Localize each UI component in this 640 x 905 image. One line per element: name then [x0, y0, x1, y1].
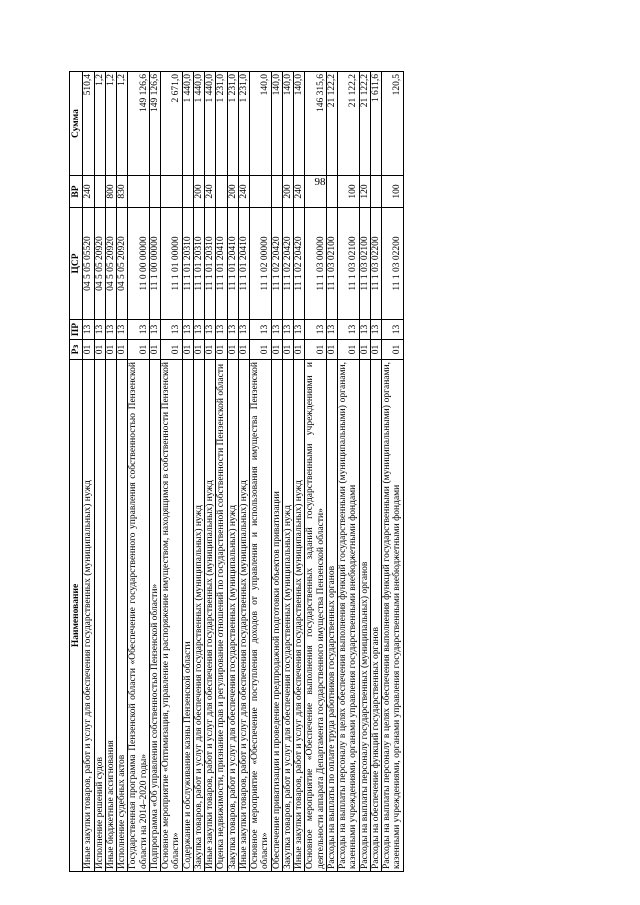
cell-rz: 01 — [161, 340, 183, 360]
cell-csr: 11 1 03 02200 — [382, 208, 404, 320]
cell-csr: 11 1 02 20420 — [271, 208, 282, 320]
cell-vr: 240 — [205, 176, 216, 208]
cell-csr: 11 1 01 20410 — [227, 208, 238, 320]
cell-pr: 13 — [227, 320, 238, 340]
cell-vr — [326, 176, 337, 208]
cell-vr: 120 — [359, 176, 370, 208]
cell-sum: 2 671,0 — [161, 72, 183, 176]
cell-sum: 1,2 — [105, 72, 116, 176]
cell-csr: 11 1 00 00000 — [149, 208, 160, 320]
cell-rz: 01 — [238, 340, 249, 360]
cell-pr: 13 — [182, 320, 193, 340]
cell-sum: 1 440,0 — [193, 72, 204, 176]
table-row — [149, 72, 160, 872]
cell-name: Расходы на выплаты персоналу в целях обеспечения выполнения функций государственными (муниципальными) органами, казенными учреждениями, органами управления государственными внебюджетными фондами — [382, 360, 404, 872]
cell-sum: 1,2 — [94, 72, 105, 176]
cell-sum: 140,0 — [271, 72, 282, 176]
cell-name: Закупка товаров, работ и услуг для обеспечения государственных (муниципальных) нужд — [282, 360, 293, 872]
cell-vr — [305, 176, 327, 208]
cell-name: Закупка товаров, работ и услуг для обеспечения государственных (муниципальных) нужд — [193, 360, 204, 872]
cell-name: Подпрограмма «Об управлении собственностью Пензенской области» — [149, 360, 160, 872]
cell-rz: 01 — [227, 340, 238, 360]
cell-pr: 13 — [271, 320, 282, 340]
cell-pr: 13 — [105, 320, 116, 340]
cell-sum: 140,0 — [294, 72, 305, 176]
cell-pr: 13 — [83, 320, 94, 340]
cell-vr: 800 — [105, 176, 116, 208]
cell-rz: 01 — [149, 340, 160, 360]
cell-name: Расходы на выплаты персоналу государственных (муниципальных) органов — [359, 360, 370, 872]
cell-name: Иные закупки товаров, работ и услуг для обеспечения государственных (муниципальных) нужд — [205, 360, 216, 872]
cell-rz: 01 — [205, 340, 216, 360]
cell-csr: 11 1 03 02100 — [338, 208, 360, 320]
cell-rz: 01 — [305, 340, 327, 360]
cell-vr: 200 — [282, 176, 293, 208]
cell-csr: 04 5 05 20920 — [117, 208, 128, 320]
cell-rz: 01 — [250, 340, 272, 360]
table-row — [227, 72, 238, 872]
table-row — [305, 72, 327, 872]
cell-sum: 21 122,2 — [359, 72, 370, 176]
cell-sum: 140,0 — [250, 72, 272, 176]
cell-vr: 830 — [117, 176, 128, 208]
cell-vr: 100 — [382, 176, 404, 208]
cell-sum: 1,2 — [117, 72, 128, 176]
cell-csr: 11 1 01 20310 — [193, 208, 204, 320]
cell-sum: 21 122,2 — [326, 72, 337, 176]
table-row — [161, 72, 183, 872]
cell-pr: 13 — [370, 320, 381, 340]
table-row — [83, 72, 94, 872]
table-row — [282, 72, 293, 872]
cell-pr: 13 — [338, 320, 360, 340]
budget-table — [69, 71, 404, 872]
cell-pr: 13 — [382, 320, 404, 340]
cell-name: Иные бюджетные ассигнования — [105, 360, 116, 872]
cell-vr: 200 — [227, 176, 238, 208]
cell-vr — [182, 176, 193, 208]
table-body — [83, 72, 403, 872]
cell-pr: 13 — [149, 320, 160, 340]
cell-rz: 01 — [338, 340, 360, 360]
cell-rz: 01 — [128, 340, 150, 360]
cell-pr: 13 — [161, 320, 183, 340]
table-row — [94, 72, 105, 872]
cell-vr: 240 — [83, 176, 94, 208]
cell-name: Иные закупки товаров, работ и услуг для обеспечения государственных (муниципальных) нужд — [238, 360, 249, 872]
cell-name: Закупка товаров, работ и услуг для обеспечения государственных (муниципальных) нужд — [227, 360, 238, 872]
table-row — [326, 72, 337, 872]
cell-pr: 13 — [305, 320, 327, 340]
cell-vr: 200 — [193, 176, 204, 208]
cell-rz: 01 — [83, 340, 94, 360]
cell-rz: 01 — [182, 340, 193, 360]
table-row — [182, 72, 193, 872]
cell-pr: 13 — [117, 320, 128, 340]
cell-vr — [94, 176, 105, 208]
cell-csr: 11 1 01 20410 — [238, 208, 249, 320]
cell-sum: 1 231,0 — [227, 72, 238, 176]
cell-vr — [216, 176, 227, 208]
cell-rz: 01 — [117, 340, 128, 360]
cell-csr: 11 1 01 00000 — [161, 208, 183, 320]
page-number: 98 — [314, 176, 326, 188]
cell-pr: 13 — [94, 320, 105, 340]
cell-name: Содержание и обслуживание казны Пензенской области — [182, 360, 193, 872]
table-row — [338, 72, 360, 872]
cell-csr: 04 5 05 05520 — [83, 208, 94, 320]
cell-name: Расходы на обеспечение функций государственных органов — [370, 360, 381, 872]
cell-sum: 149 126,6 — [128, 72, 150, 176]
cell-csr: 11 1 01 20310 — [205, 208, 216, 320]
cell-rz: 01 — [370, 340, 381, 360]
cell-pr: 13 — [359, 320, 370, 340]
cell-name: Основное мероприятие «Обеспечение поступления доходов от управления и использования имущества Пензенской области» — [250, 360, 272, 872]
cell-pr: 13 — [128, 320, 150, 340]
cell-sum: 149 126,6 — [149, 72, 160, 176]
cell-name: Исполнение судебных актов — [117, 360, 128, 872]
cell-sum: 140,0 — [282, 72, 293, 176]
cell-pr: 13 — [205, 320, 216, 340]
table-row — [250, 72, 272, 872]
cell-pr: 13 — [326, 320, 337, 340]
table-container — [69, 72, 565, 872]
table-row — [193, 72, 204, 872]
cell-sum: 1 231,0 — [238, 72, 249, 176]
cell-pr: 13 — [294, 320, 305, 340]
cell-sum: 21 122,2 — [338, 72, 360, 176]
header-rz: Рз — [70, 340, 83, 360]
cell-sum: 120,5 — [382, 72, 404, 176]
table-row — [238, 72, 249, 872]
cell-name: Расходы на выплаты по оплате труда работников государственных органов — [326, 360, 337, 872]
cell-name: Исполнение решений судов — [94, 360, 105, 872]
cell-csr: 04 5 05 20920 — [94, 208, 105, 320]
cell-csr: 11 1 03 02200 — [370, 208, 381, 320]
cell-rz: 01 — [326, 340, 337, 360]
header-pr: ПР — [70, 320, 83, 340]
cell-csr: 04 5 05 20920 — [105, 208, 116, 320]
table-row — [294, 72, 305, 872]
cell-vr — [149, 176, 160, 208]
table-row — [216, 72, 227, 872]
cell-csr: 11 1 03 02100 — [359, 208, 370, 320]
cell-vr: 240 — [294, 176, 305, 208]
cell-name: Обеспечение приватизации и проведение предпродажной подготовки объектов приватизации — [271, 360, 282, 872]
table-row — [370, 72, 381, 872]
cell-name: Оценка недвижимости, признание прав и регулирование отношений по государственной собственности Пензенской области — [216, 360, 227, 872]
cell-name: Основное мероприятие «Обеспечение выполнения государственных заданий государственными учреждениями и деятельности аппарата Департамента государственного имущества Пензенской области» — [305, 360, 327, 872]
cell-name: Расходы на выплаты персоналу в целях обеспечения выполнения функций государственными (муниципальными) органами, казенными учреждениями, органами управления государственными внебюджетными фондами — [338, 360, 360, 872]
cell-rz: 01 — [105, 340, 116, 360]
cell-csr: 11 1 03 00000 — [305, 208, 327, 320]
cell-name: Иные закупки товаров, работ и услуг для обеспечения государственных (муниципальных) нужд — [83, 360, 94, 872]
cell-csr: 11 1 01 20410 — [216, 208, 227, 320]
cell-csr: 11 1 02 20420 — [282, 208, 293, 320]
cell-sum: 1 440,0 — [182, 72, 193, 176]
cell-pr: 13 — [250, 320, 272, 340]
cell-rz: 01 — [271, 340, 282, 360]
cell-pr: 13 — [216, 320, 227, 340]
cell-sum: 1 440,0 — [205, 72, 216, 176]
cell-sum: 146 315,6 — [305, 72, 327, 176]
cell-rz: 01 — [382, 340, 404, 360]
cell-csr: 11 0 00 00000 — [128, 208, 150, 320]
cell-pr: 13 — [238, 320, 249, 340]
cell-sum: 1 611,6 — [370, 72, 381, 176]
cell-csr: 11 1 02 00000 — [250, 208, 272, 320]
cell-vr — [271, 176, 282, 208]
cell-vr — [250, 176, 272, 208]
cell-vr: 100 — [338, 176, 360, 208]
cell-csr: 11 1 01 20310 — [182, 208, 193, 320]
table-row — [128, 72, 150, 872]
cell-sum: 510,4 — [83, 72, 94, 176]
cell-rz: 01 — [294, 340, 305, 360]
cell-rz: 01 — [359, 340, 370, 360]
cell-csr: 11 1 02 20420 — [294, 208, 305, 320]
cell-pr: 13 — [282, 320, 293, 340]
cell-sum: 1 231,0 — [216, 72, 227, 176]
cell-name: Основное мероприятие «Оптимизация, управление и распоряжение имуществом, находящимся в собственности Пензенской области» — [161, 360, 183, 872]
table-row — [359, 72, 370, 872]
cell-vr — [128, 176, 150, 208]
header-csr: ЦСР — [70, 208, 83, 320]
cell-rz: 01 — [282, 340, 293, 360]
table-row — [205, 72, 216, 872]
cell-pr: 13 — [193, 320, 204, 340]
header-vr: ВР — [70, 176, 83, 208]
header-sum: Сумма — [70, 72, 83, 176]
cell-rz: 01 — [216, 340, 227, 360]
table-row — [382, 72, 404, 872]
cell-rz: 01 — [193, 340, 204, 360]
table-row — [271, 72, 282, 872]
cell-csr: 11 1 03 02100 — [326, 208, 337, 320]
cell-vr — [370, 176, 381, 208]
cell-name: Иные закупки товаров, работ и услуг для обеспечения государственных (муниципальных) нужд — [294, 360, 305, 872]
cell-vr — [161, 176, 183, 208]
header-name: Наименование — [70, 360, 83, 872]
rotated-page — [69, 72, 565, 872]
cell-rz: 01 — [94, 340, 105, 360]
cell-name: Государственная программа Пензенской области «Обеспечение государственного управления собственностью Пензенской области на 2014–2020 годы» — [128, 360, 150, 872]
table-row — [105, 72, 116, 872]
table-row — [117, 72, 128, 872]
cell-vr: 240 — [238, 176, 249, 208]
header-row — [70, 72, 83, 872]
